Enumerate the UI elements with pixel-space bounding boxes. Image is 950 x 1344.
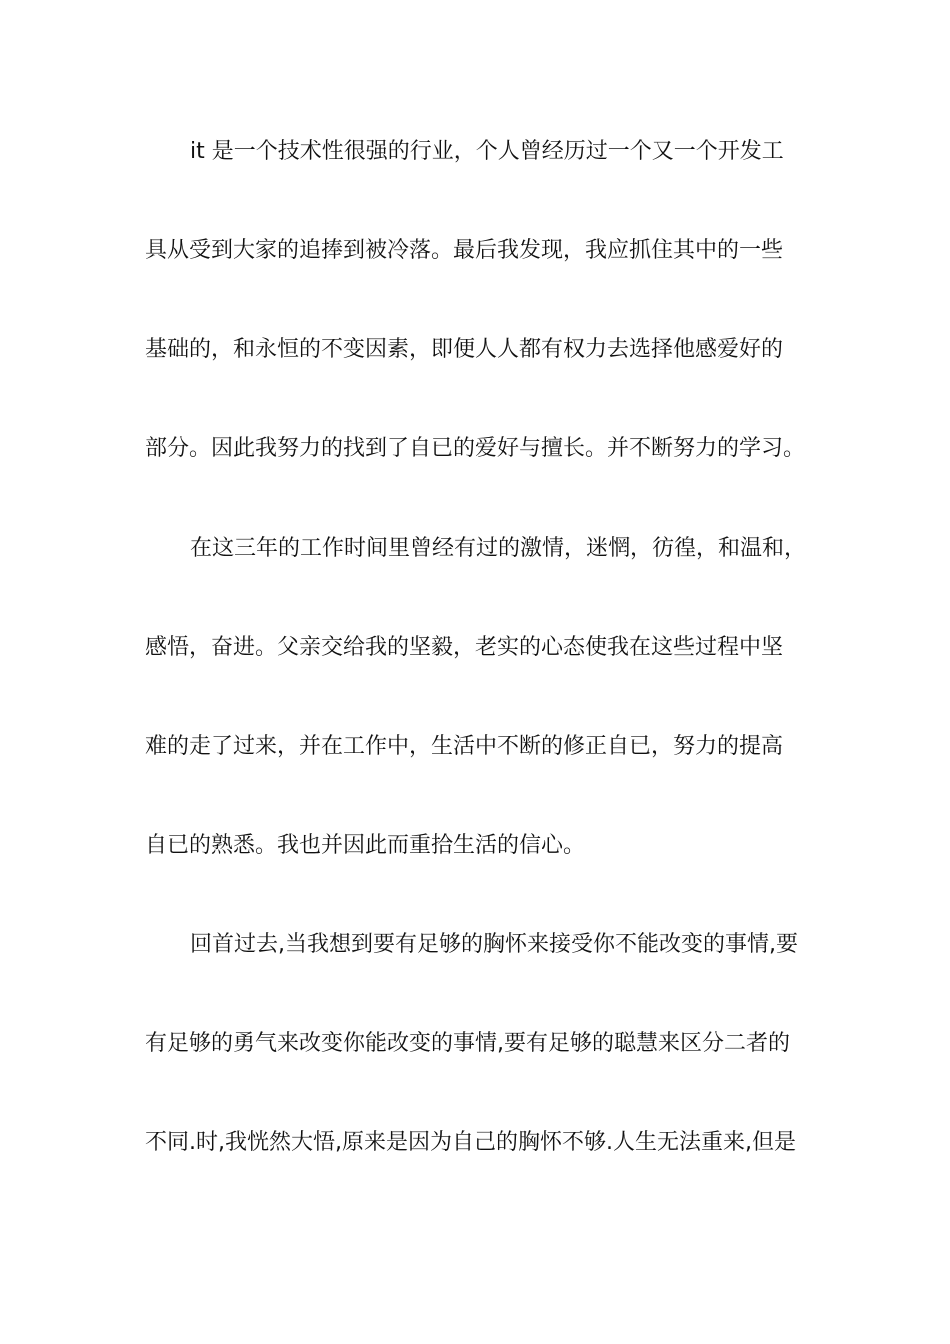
paragraph-2-line-4: 自已的熟悉。我也并因此而重拾生活的信心。 [145, 833, 586, 858]
paragraph-3-line-1: 回首过去,当我想到要有足够的胸怀来接受你不能改变的事情,要 [190, 932, 798, 957]
paragraph-3-line-3: 不同.时,我恍然大悟,原来是因为自己的胸怀不够.人生无法重来,但是 [145, 1130, 796, 1155]
paragraph-2-line-2: 感悟，奋进。父亲交给我的坚毅，老实的心态使我在这些过程中坚 [145, 635, 784, 660]
paragraph-3-line-2: 有足够的勇气来改变你能改变的事情,要有足够的聪慧来区分二者的 [145, 1031, 790, 1056]
paragraph-2-line-3: 难的走了过来，并在工作中，生活中不断的修正自已，努力的提高 [145, 734, 784, 759]
paragraph-2-line-1: 在这三年的工作时间里曾经有过的激情，迷惘，彷徨，和温和， [190, 536, 807, 561]
paragraph-1-line-3: 基础的，和永恒的不变因素，即便人人都有权力去选择他感爱好的 [145, 337, 784, 362]
paragraph-1-line-2: 具从受到大家的追捧到被冷落。最后我发现，我应抓住其中的一些 [145, 238, 784, 263]
paragraph-1-line-4: 部分。因此我努力的找到了自已的爱好与擅长。并不断努力的学习。 [145, 436, 806, 461]
paragraph-1-line-1: it 是一个技术性很强的行业，个人曾经历过一个又一个开发工 [190, 139, 784, 164]
